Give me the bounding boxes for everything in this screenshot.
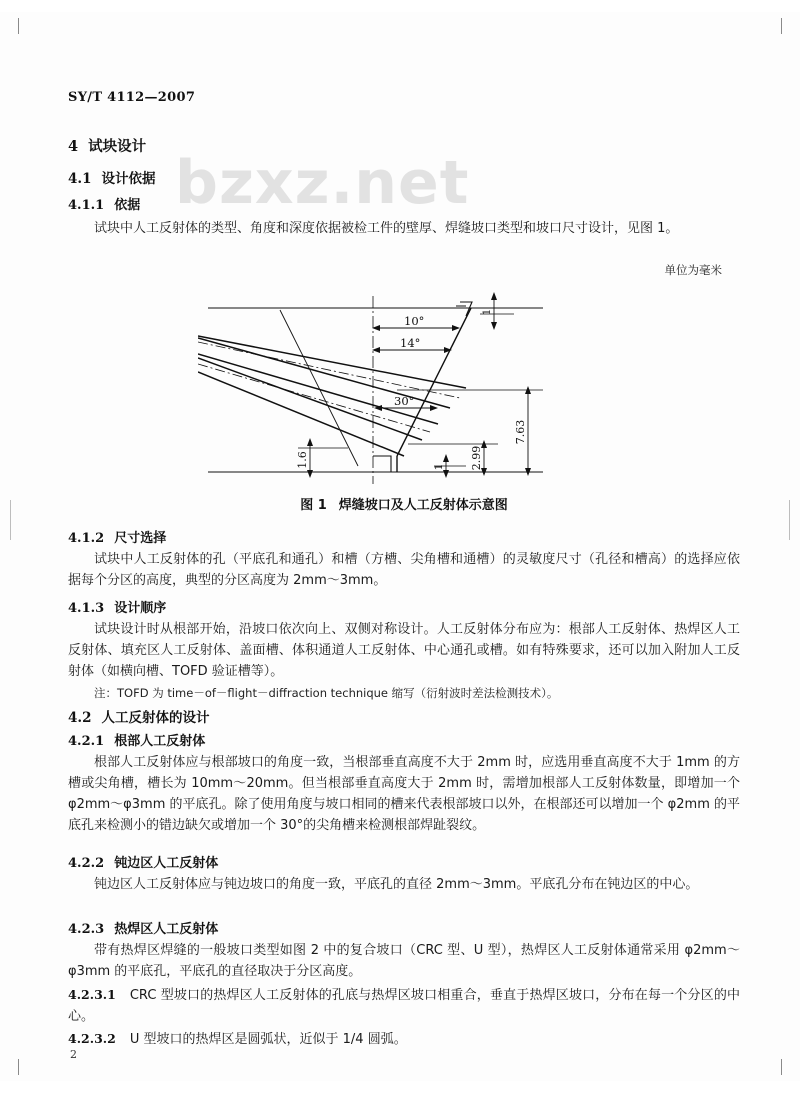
- heading-section-4-2-2-number: 4.2.2: [68, 856, 105, 871]
- heading-section-4-1-2-title: 尺寸选择: [114, 531, 167, 546]
- paragraph-4-2-1: 根部人工反射体应与根部坡口的角度一致，当根部垂直高度不大于 2mm 时，应选用垂直高度不大于 1mm 的方槽或尖角槽，槽长为 10mm～20mm。但当根部垂直高度大于 2mm 时，需增加根部人工反射体数量，即增加一个 φ2mm～φ3mm 的平底孔。除了使用角度与坡口相同的槽来代表根部坡口以外，在根部还可以增加一个 φ2mm 的平底孔来检测小的错边缺欠或增加一个 30°的尖角槽来检测根部焊趾裂纹。: [68, 755, 740, 833]
- heading-section-4-1-1: [68, 194, 140, 213]
- heading-section-4-2-number: 4.2: [68, 710, 92, 726]
- heading-section-4-1-2: [68, 527, 166, 546]
- heading-section-4-1: [68, 167, 156, 187]
- heading-section-4-2-title: 人工反射体的设计: [101, 710, 210, 726]
- label-dim-1-bottom: 1: [433, 463, 445, 471]
- crop-mark-bottom-right: [781, 1059, 782, 1075]
- beam-path-1: [198, 336, 466, 388]
- page-number: 2: [70, 1048, 77, 1061]
- heading-section-4-1-title: 设计依据: [101, 171, 156, 187]
- heading-section-4-2-2: [68, 852, 218, 871]
- paragraph-4-1-1: 试块中人工反射体的类型、角度和深度依据被检工件的壁厚、焊缝坡口类型和坡口尺寸设计，见图 1。: [94, 221, 679, 236]
- arrow-16-down: [307, 470, 313, 478]
- crop-mark-bottom-left: [18, 1059, 19, 1075]
- arrow-1-bottom-up: [443, 454, 449, 462]
- paragraph-4-2-2: 钝边区人工反射体应与钝边坡口的角度一致，平底孔的直径 2mm～3mm。平底孔分布在钝边区的中心。: [94, 877, 699, 892]
- paragraph-4-2-3-1: [68, 984, 740, 1027]
- bevel-schematic-svg: [198, 280, 598, 495]
- crop-mark-top-left: [18, 18, 19, 34]
- watermark: bzxz.net: [175, 148, 470, 218]
- heading-section-4-2: [68, 706, 210, 726]
- figure-1-caption-title: 焊缝坡口及人工反射体示意图: [338, 498, 508, 513]
- heading-section-4-1-1-number: 4.1.1: [68, 198, 105, 213]
- paragraph-4-2-3-2: [68, 1028, 740, 1050]
- scan-edge-top: [0, 0, 800, 12]
- heading-section-4-1-3: [68, 597, 166, 616]
- heading-section-4-2-1-number: 4.2.1: [68, 734, 105, 749]
- heading-section-4-1-3-title: 设计顺序: [114, 601, 167, 616]
- arrow-angle-10-right: [452, 325, 460, 331]
- label-dim-299: 2.99: [470, 445, 483, 471]
- beam-path-group: [198, 336, 466, 456]
- crop-mark-mid-right: [789, 500, 790, 540]
- heading-section-4-title: 试块设计: [88, 139, 147, 155]
- heading-section-4-1-1-title: 依据: [114, 198, 141, 213]
- paragraph-4-1-3: 试块设计时从根部开始，沿坡口依次向上、双侧对称设计。人工反射体分布应为：根部人工反射体、热焊区人工反射体、填充区人工反射体、盖面槽、体积通道人工反射体、中心通孔或槽。如有特殊要求，还可以加入附加人工反射体（如横向槽、TOFD 验证槽等）。: [68, 622, 740, 679]
- arrow-1-top-up: [491, 292, 497, 300]
- heading-section-4-2-1: [68, 730, 205, 749]
- heading-section-4-2-3-2-text: U 型坡口的热焊区是圆弧状，近似于 1/4 圆弧。: [129, 1032, 407, 1047]
- label-dim-16: 1.6: [296, 451, 309, 469]
- arrow-1-top-down: [491, 322, 497, 330]
- left-outline-wall: [280, 310, 358, 466]
- label-dim-1-top: 1: [481, 308, 493, 316]
- heading-section-4-2-1-title: 根部人工反射体: [114, 734, 206, 749]
- label-angle-14: 14°: [400, 336, 421, 350]
- heading-section-4: [68, 135, 146, 156]
- crop-mark-top-right: [781, 18, 782, 34]
- figure-1-caption-number: 图 1: [300, 498, 327, 513]
- heading-section-4-2-3-2-number: 4.2.3.2: [68, 1031, 116, 1046]
- heading-section-4-1-number: 4.1: [68, 171, 92, 187]
- label-dim-763: 7.63: [514, 419, 527, 445]
- heading-section-4-2-3: [68, 918, 218, 937]
- heading-section-4-2-2-title: 钝边区人工反射体: [114, 856, 219, 871]
- arrow-angle-30-right: [430, 405, 438, 411]
- standard-code-header: SY/T 4112—2007: [68, 90, 196, 105]
- heading-section-4-2-3-number: 4.2.3: [68, 922, 105, 937]
- note-tofd: 注：TOFD 为 time－of－flight－diffraction technique 缩写（衍射波时差法检测技术）。: [94, 686, 559, 700]
- label-angle-30: 30°: [394, 394, 415, 408]
- scan-edge-bottom: [0, 1081, 800, 1093]
- label-angle-10: 10°: [404, 314, 425, 328]
- figure-1-drawing: [198, 280, 598, 499]
- root-notch-rect: [373, 456, 391, 472]
- heading-section-4-2-3-1-text: CRC 型坡口的热焊区人工反射体的孔底与热焊区坡口相重合，垂直于热焊区坡口，分布在每一个分区的中心。: [68, 988, 740, 1024]
- figure-unit-label: 单位为毫米: [664, 263, 722, 277]
- heading-section-4-1-2-number: 4.1.2: [68, 531, 105, 546]
- heading-section-4-2-3-1-number: 4.2.3.1: [68, 987, 116, 1002]
- crop-mark-mid-left: [10, 500, 11, 540]
- figure-1-caption: [68, 494, 740, 513]
- paragraph-4-2-3: 带有热焊区焊缝的一般坡口类型如图 2 中的复合坡口（CRC 型、U 型），热焊区人工反射体通常采用 φ2mm～φ3mm 的平底孔，平底孔的直径取决于分区高度。: [68, 943, 740, 979]
- heading-section-4-2-3-title: 热焊区人工反射体: [114, 922, 219, 937]
- paragraph-4-1-2: 试块中人工反射体的孔（平底孔和通孔）和槽（方槽、尖角槽和通槽）的灵敏度尺寸（孔径和槽高）的选择应依据每个分区的高度，典型的分区高度为 2mm～3mm。: [68, 552, 740, 588]
- heading-section-4-number: 4: [68, 138, 79, 155]
- arrow-16-up: [307, 438, 313, 446]
- beam-path-3: [198, 354, 438, 424]
- heading-section-4-1-3-number: 4.1.3: [68, 601, 105, 616]
